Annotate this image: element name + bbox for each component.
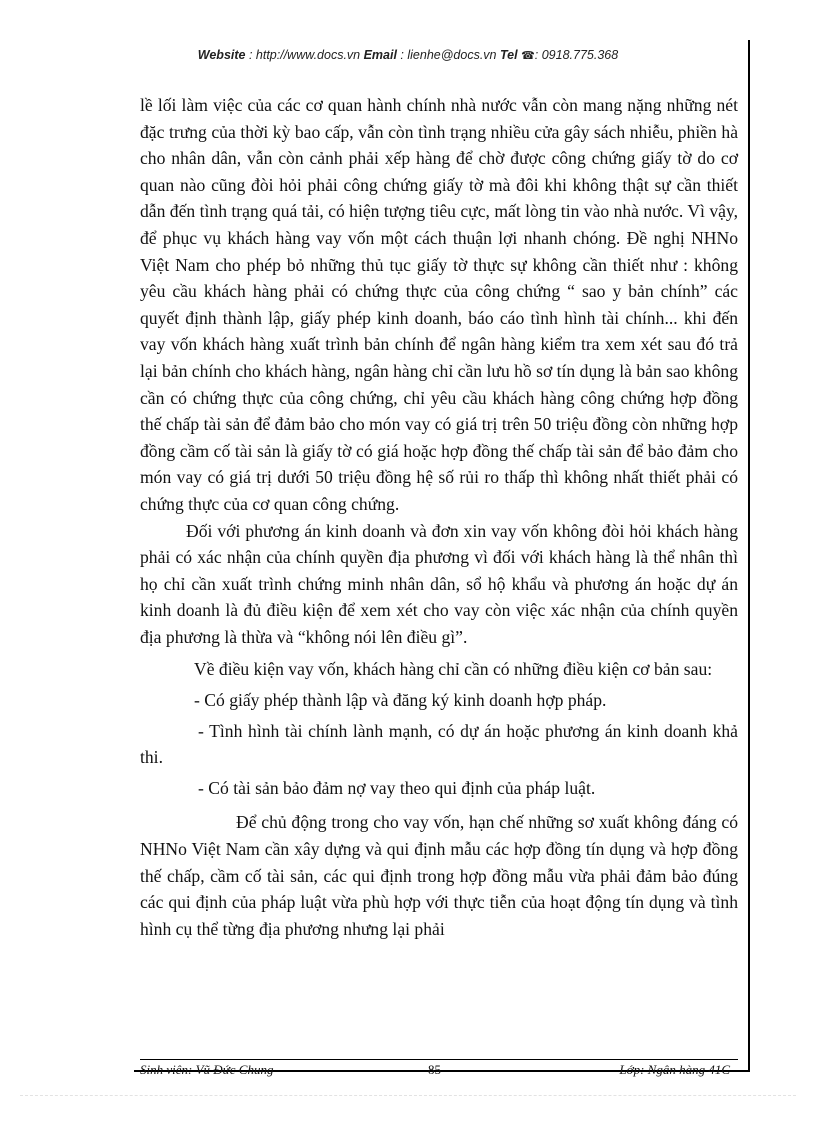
paragraph-2: Đối với phương án kinh doanh và đơn xin vay vốn không đòi hỏi khách hàng phải có xác nhận của chính quyền địa phương vì đối với khách hàng là thể nhân thì họ chỉ cần xuất trình chứng minh nhân dân, sổ hộ khẩu và phương án hoặc dự án kinh doanh là đủ điều kiện để xem xét cho vay còn việc xác nhận của chính quyền địa phương là thừa và “không nói lên điều gì”. — [140, 520, 738, 647]
list-item-2: - Tình hình tài chính lành mạnh, có dự án hoặc phương án kinh doanh khả thi. — [140, 720, 738, 768]
page-header — [0, 48, 816, 62]
tel-number: : 0918.775.368 — [534, 48, 619, 62]
document-body — [140, 92, 738, 942]
website-url[interactable]: : http://www.docs.vn — [245, 48, 364, 62]
paragraph-1: lề lối làm việc của các cơ quan hành chính nhà nước vẫn còn mang nặng những nét đặc trưng của thời kỳ bao cấp, vẫn còn tình trạng nhiều cửa gây sách nhiễu, phiền hà cho nhân dân, vẫn còn cảnh phải xếp hàng để chờ được công chứng giấy tờ do cơ quan nào cũng đòi hỏi phải công chứng giấy tờ mà đôi khi không thật sự cần thiết dẫn đến tình trạng quá tải, có hiện tượng tiêu cực, mất lòng tin vào nhà nước. Vì vậy, để phục vụ khách hàng vay vốn một cách thuận lợi nhanh chóng. Đề nghị NHNo Việt Nam cho phép bỏ những thủ tục giấy tờ thực sự không cần thiết như : không yêu cầu khách hàng phải có chứng thực của công chứng “ sao y bản chính” các quyết định thành lập, giấy phép kinh doanh, báo cáo tình hình tài chính... khi đến vay vốn khách hàng xuất trình bản chính để ngân hàng kiểm tra xem xét sau đó trả lại bản chính cho khách hàng, ngân hàng chỉ cần lưu hồ sơ tín dụng là bản sao không cần có chứng thực của công chứng, chỉ yêu cầu khách hàng công chứng hợp đồng thế chấp tài sản để đảm bảo cho món vay có giá trị trên 50 triệu đồng còn những hợp đồng cầm cố tài sản là giấy tờ có giá hoặc hợp đồng thế chấp tài sản để bảo đảm cho món vay có giá trị dưới 50 triệu đồng hệ số rủi ro thấp thì không nhất thiết phải có chứng thực của cơ quan công chứng. — [140, 95, 738, 514]
footer-class: Lớp: Ngân hàng 41C — [619, 1062, 730, 1077]
paragraph-3: Về điều kiện vay vốn, khách hàng chỉ cần có những điều kiện cơ bản sau: — [194, 659, 713, 680]
paragraph-4: Để chủ động trong cho vay vốn, hạn chế những sơ xuất không đáng có NHNo Việt Nam cần xây dựng và qui định mẫu các hợp đồng tín dụng và hợp đồng thế chấp, cầm cố tài sản, các qui định trong hợp đồng mẫu vừa phải đảm bảo đúng các qui định của pháp luật vừa phù hợp với thực tiễn của hoạt động tín dụng và tình hình cụ thể từng địa phương nhưng lại phải — [140, 812, 738, 939]
list-item-1: - Có giấy phép thành lập và đăng ký kinh doanh hợp pháp. — [194, 690, 607, 711]
tel-label: Tel — [499, 48, 518, 62]
page-edge-divider — [20, 1095, 796, 1096]
footer-student: Sinh viên: Vũ Đức Chung — [140, 1062, 274, 1077]
email-label: Email — [363, 48, 397, 62]
page-number: 85 — [428, 1062, 441, 1077]
footer-divider — [140, 1059, 738, 1060]
website-label: Website — [197, 48, 246, 62]
phone-icon: ☎ — [521, 50, 535, 62]
list-item-3: - Có tài sản bảo đảm nợ vay theo qui định của pháp luật. — [198, 777, 596, 798]
email-address[interactable]: : lienhe@docs.vn — [396, 48, 500, 62]
